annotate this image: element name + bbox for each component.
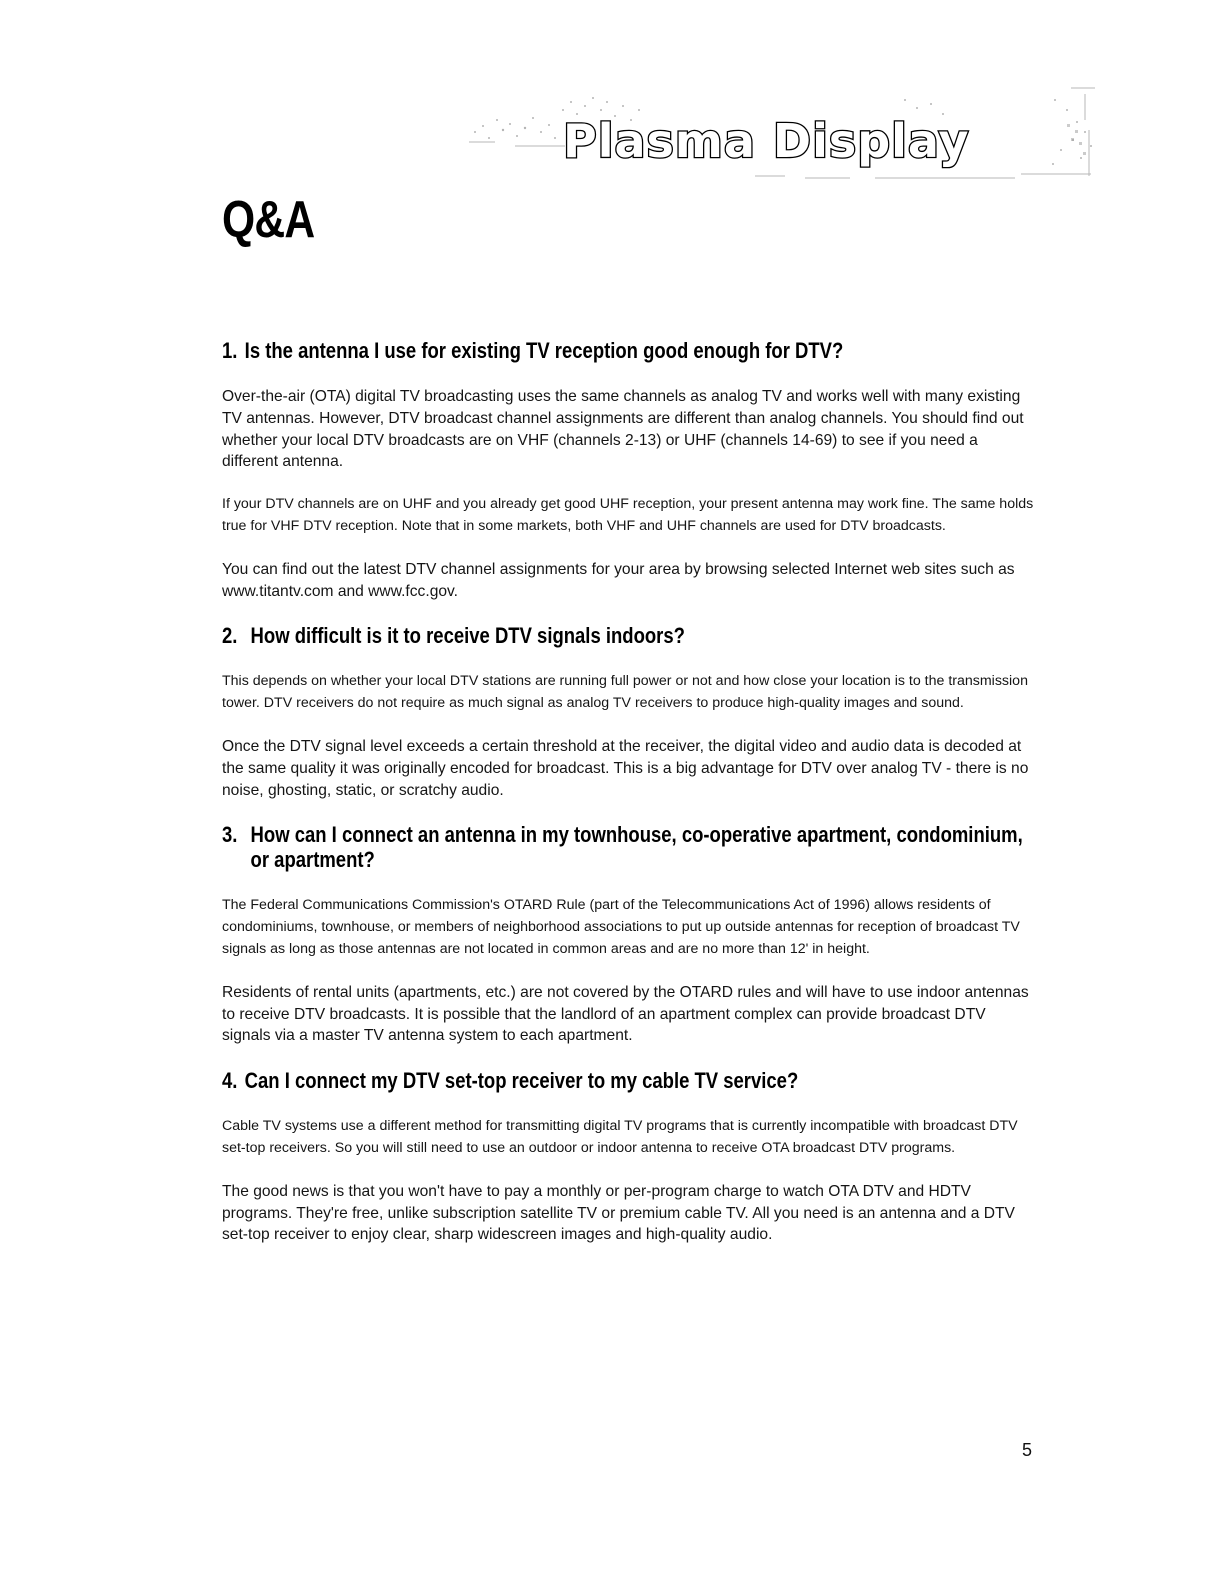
qa-content [222,338,1037,1246]
logo-text: Plasma Display [563,114,970,168]
answer-paragraph: Over-the-air (OTA) digital TV broadcasting uses the same channels as analog TV and works well with many existing TV antennas. However, DTV broadcast channel assignments are different than analog channels. You should find out whether your local DTV broadcasts are on VHF (channels 2-13) or UHF (channels 14-69) to see if you need a different antenna. [222,388,1024,471]
question-text: How can I connect an antenna in my townhouse, co-operative apartment, condominium, or apartment? [250,822,1023,873]
question-text: How difficult is it to receive DTV signals indoors? [250,623,685,649]
answer-paragraph: You can find out the latest DTV channel assignments for your area by browsing selected Internet web sites such as www.titantv.com and www.fcc.gov. [222,560,1015,600]
question-2-heading [222,623,1037,648]
answer-paragraph: The Federal Communications Commission's OTARD Rule (part of the Telecommunications Act of 1996) allows residents of condominiums, townhouse, or members of neighborhood associations to put up outside antennas for reception of broadcast TV signals as long as those antennas are not located in common areas and are no more than 12' in height. [222,897,1020,957]
answer-paragraph: Once the DTV signal level exceeds a certain threshold at the receiver, the digital video and audio data is decoded at the same quality it was originally encoded for broadcast. This is a big advantage for DTV over analog TV - there is no noise, ghosting, static, or scratchy audio. [222,737,1029,799]
answer-paragraph: The good news is that you won't have to pay a monthly or per-program charge to watch OTA DTV and HDTV programs. They're free, unlike subscription satellite TV or premium cable TV. All you need is an antenna and a DTV set-top receiver to enjoy clear, sharp widescreen images and high-quality audio. [222,1182,1015,1244]
answer-paragraph: If your DTV channels are on UHF and you already get good UHF reception, your present antenna may work fine. The same holds true for VHF DTV reception. Note that in some markets, both VHF and UHF channels are used for DTV broadcasts. [222,496,1034,534]
question-4-heading [222,1068,1037,1093]
plasma-display-logo [455,80,1100,185]
page-number: 5 [1022,1440,1033,1460]
question-number: 3. [222,822,238,848]
question-text: Is the antenna I use for existing TV reception good enough for DTV? [244,338,844,363]
question-3-heading [222,822,1037,872]
question-1-heading [222,338,1037,363]
answer-paragraph: Cable TV systems use a different method for transmitting digital TV programs that is currently incompatible with broadcast DTV set-top receivers. So you will still need to use an outdoor or indoor antenna to receive OTA broadcast DTV programs. [222,1118,1018,1156]
question-number: 1. [222,338,238,363]
answer-paragraph: This depends on whether your local DTV stations are running full power or not and how close your location is to the transmission tower. DTV receivers do not require as much signal as analog TV receivers to produce high-quality images and sound. [222,673,1028,712]
question-number: 4. [222,1068,238,1094]
question-number: 2. [222,623,238,649]
answer-paragraph: Residents of rental units (apartments, etc.) are not covered by the OTARD rules and will have to use indoor antennas to receive DTV broadcasts. It is possible that the landlord of an apartment complex can provide broadcast DTV signals via a master TV antenna system to each apartment. [222,983,1029,1045]
page-title: Q&A [222,191,315,249]
question-text: Can I connect my DTV set-top receiver to my cable TV service? [244,1068,799,1094]
